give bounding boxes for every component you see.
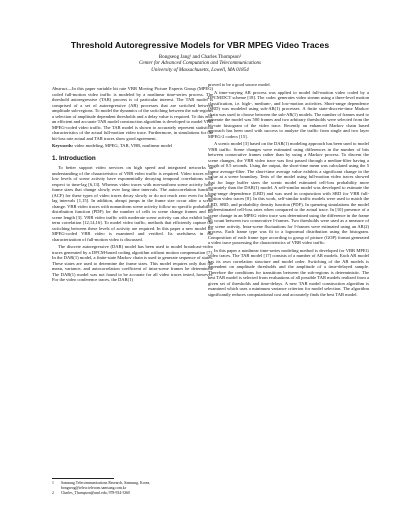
footnotes: [52, 478, 213, 496]
paper-title: Threshold Autoregressive Models for VBR MPEG Video Traces: [70, 40, 330, 50]
section-heading-introduction: 1. Introduction: [52, 154, 96, 162]
abstract-text: —In this paper variable bit rate VBR Moving Picture Experts Group (MPEG) coded full-motion video traffic is modeled by a nonlinear time-series process. The threshold autoregressive (TAR) process is of particular interest. The TAR model is comprised of a set of autoregressive (AR) processes that are switched between amplitude sub-regions. To model the dynamics of the switching between the sub-regions a selection of amplitude dependent thresholds and a delay value is required. To this end, an efficient and accurate TAR model construction algorithm is developed to model VBR MPEG-coded video traffic. The TAR model is shown to accurately represent statistical characteristics of the actual full-motion video trace. Furthermore, in simulations for the bit-loss rate actual and TAR traces show good agreement.: [52, 86, 213, 141]
intro-paragraph-1: To better support video services on high speed and integrated networks an understanding of the characteristics of VBR video traffic is required. Video traces with low levels of scene activity have exponentially decaying temporal correlations with respect to time-lag [6,13]. Whereas video traces with non-uniform scene activity have frame sizes that change slowly over long time intervals. The autocorrelation function (ACF) for these types of video traces decay slowly or do not reach zero even for long lag intervals [1,15]. In addition, abrupt jumps in the frame size occur after a scene change. VBR video traces with nonuniform scene activity follow no specific probability distribution function (PDF) for the number of cells in scene change frames and for scene length [3]. VBR video traffic with moderate scene activity can also exhibit long-term correlation [12,14,16]. To model video traffic, methods that efficiently capture the switching between these levels of activity are required. In this paper a new model for MPEG-coded VBR video is examined and verified. Its usefulness in the characterization of full-motion video is discussed.: [52, 165, 213, 242]
footnote-text: Samsung Telecommunications Research, Samsung, Korea, bongseog@telsvr.telecom.samsung.com.kr: [61, 481, 151, 490]
right-paragraph-continued: proved to be a good source model.: [208, 82, 271, 87]
footnote-number: 2: [52, 491, 54, 495]
abstract-label: Abstract: [52, 86, 68, 91]
right-paragraph-3: In this paper a nonlinear time-series modeling method is developed for VBR MPEG video traces. The TAR model [17] consists of a number of AR models. Each AR model has its own correlation structure and model order. Switching of the AR models is dependent on amplitude thresholds and the amplitude of a time-delayed sample. Therefore the conditions for transitions between the sub-regions is deterministic. The best TAR model is selected from evaluations of all possible TAR models realized from a given set of thresholds and time-delays. A new TAR model construction algorithm is examined which uses a minimum variance criterion for model selection. The algorithm significantly reduces computational cost and accurately finds the best TAR model.: [208, 247, 369, 297]
footnote-text: Charles_Thompson@uml.edu; 978-934-3360: [61, 491, 131, 495]
footnote-2: [52, 491, 213, 496]
right-paragraph-1: A time-varying AR process was applied to model full-motion video coded by a DPCM/DCT scheme [18]. The codec generates video stream using a three-level motion classification, i.e. high-, medium-, and low-motion activities. Short-range dependence (SRD) was modeled using sub-AR(1) processes. A finite state-discrete-time Markov chain was used to choose between the sub-AR(1) models. The number of frames used to generate the model was 500 frames and two arbitrary thresholds were selected from the bit-rate histogram of the video trace. Recently an enhanced Markov chain based approach has been used with success to analyze the traffic from single and two layer MPEG-2 codecs [15].: [208, 89, 369, 139]
keywords: [52, 143, 213, 149]
abstract: [52, 86, 213, 141]
footnote-number: 1: [52, 481, 54, 485]
left-column: [52, 86, 213, 285]
footnote-rule: [52, 478, 114, 479]
author-block: [0, 54, 400, 73]
keywords-label: Keywords:: [52, 143, 74, 148]
affiliation-line-1: Center for Advanced Computation and Telecommunications: [138, 60, 262, 67]
keywords-text: video modeling, MPEG, TAR, VBR, nonlinear model: [73, 143, 173, 148]
intro-paragraph-2: The discrete autoregressive (DAR) model has been used to model broadcast-video traces generated by a DPCM-based coding algorithm without motion compensation [7]. In the DAR(1) model, a finite-state Markov chain is used to generate sequence of states. These states are used to determine the frame sizes. This model requires only that the mean, variance, and autocorrelation coefficient of intra-scene frames be determined. The DAR(1) model was not found to be accurate for all video traces tested, however. For the video conference traces, the DAR(1): [52, 244, 213, 282]
right-column: [208, 82, 369, 299]
right-paragraph-2: A scenic model [3] based on the DAR(1) modeling approach has been used to model VBR traffic. Scene changes were estimated using differences in the number of bits between consecutive frames rather than by using a Markov process. To discern the scene changes, the VBR video trace was first passed through a median-filter having a length of 0.5 seconds. Using the output, the short-time mean was calculated using the 5 frame average-filter. The short-time average value exhibits a significant change in the value at a scene boundary. Tests of the model using full-motion video traces showed that for large buffer sizes the scenic model estimated cell-loss probability more accurately than the DAR(1) model. A self-similar model was developed to estimate the long-range dependence (LRD) and was used in conjunction with SRD for VBR full-motion video traces [8]. In this work, self-similar traffic models were used to match the LRD, SRD, and probability density function (PDF). In queueing simulations the model underestimated cell-loss rates when compared to the actual trace. In [10] presence of a scene change in an MPEG video trace was determined using the difference in the frame bit count between two consecutive I-frames. Two thresholds were used as a measure of the scene activity. Intra-scene fluctuations for I-frames were estimated using an AR(2) process. Each frame type was fit to a lognormal distribution using the histogram. Composition of each frame type according to group of picture (GOP) format generated a video trace possessing the characteristics of VBR video traffic.: [208, 141, 369, 245]
footnote-1: [52, 481, 213, 491]
author-names: Bongseog Jang¹ and Charles Thompson²: [158, 54, 242, 60]
affiliation-line-2: University of Massachusetts, Lowell, MA 01854: [151, 66, 249, 73]
